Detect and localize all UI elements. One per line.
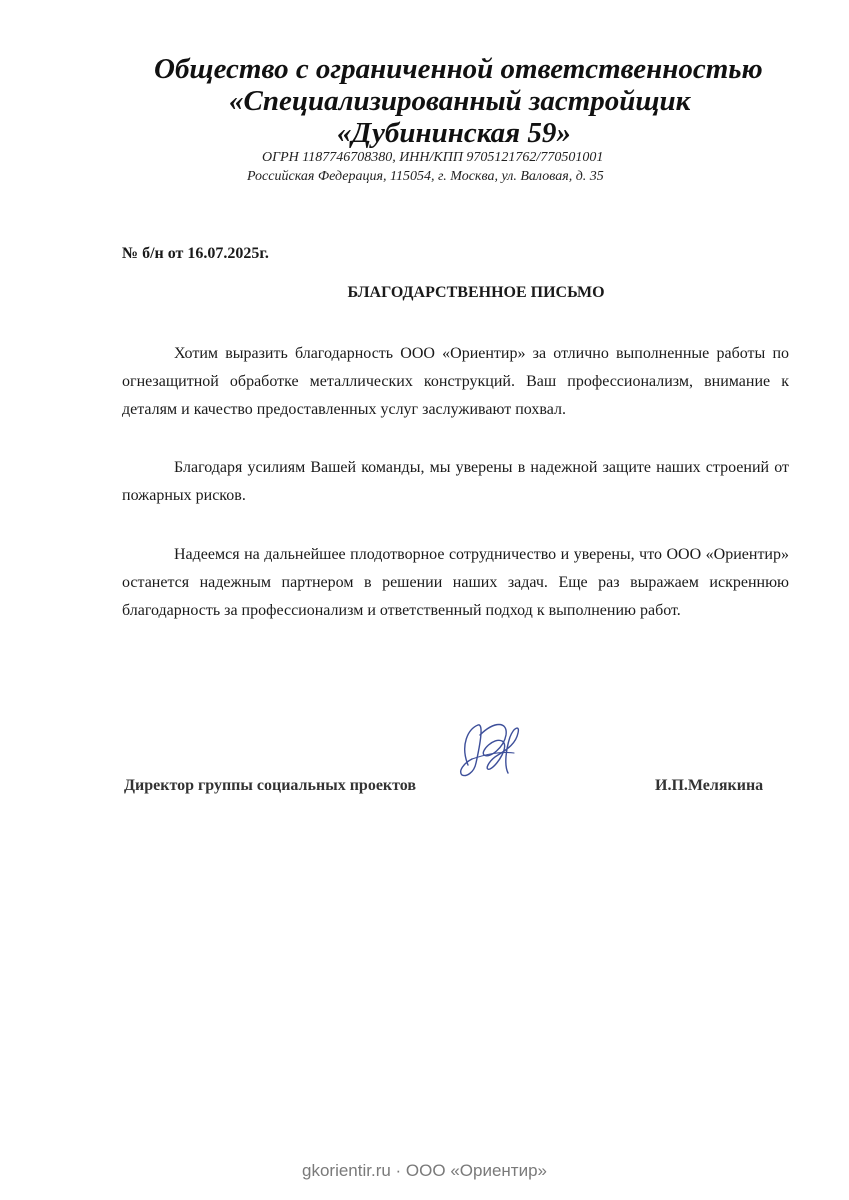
company-address: Российская Федерация, 115054, г. Москва, ул. Валовая, д. 35 bbox=[247, 169, 604, 184]
org-name-line-3: «Дубининская 59» bbox=[337, 117, 571, 149]
letter-paragraph-3: Надеемся на дальнейшее плодотворное сотрудничество и уверены, что ООО «Ориентир» останется надежным партнером в решении наших задач. Еще раз выражаем искреннюю благодарность за профессионализм и ответственный подход к выполнению работ. bbox=[122, 546, 789, 619]
handwritten-signature bbox=[454, 715, 524, 785]
org-name-line-2: «Специализированный застройщик bbox=[229, 85, 691, 117]
page-footer: gkorientir.ru · ООО «Ориентир» bbox=[302, 1161, 547, 1180]
letter-paragraph-1: Хотим выразить благодарность ООО «Ориентир» за отлично выполненные работы по огнезащитной обработке металлических конструкций. Ваш профессионализм, внимание к деталям и качество предоставленных услуг заслуживают похвал. bbox=[122, 345, 789, 418]
registration-details: ОГРН 1187746708380, ИНН/КПП 9705121762/770501001 bbox=[262, 150, 604, 165]
org-name-line-1: Общество с ограниченной ответственностью bbox=[154, 53, 763, 85]
signatory-position: Директор группы социальных проектов bbox=[124, 777, 417, 794]
document-title: БЛАГОДАРСТВЕННОЕ ПИСЬМО bbox=[347, 284, 605, 301]
document-number-date: № б/н от 16.07.2025г. bbox=[122, 245, 269, 262]
letter-paragraph-2: Благодаря усилиям Вашей команды, мы уверены в надежной защите наших строений от пожарных рисков. bbox=[122, 459, 789, 504]
signatory-name: И.П.Мелякина bbox=[655, 777, 764, 794]
